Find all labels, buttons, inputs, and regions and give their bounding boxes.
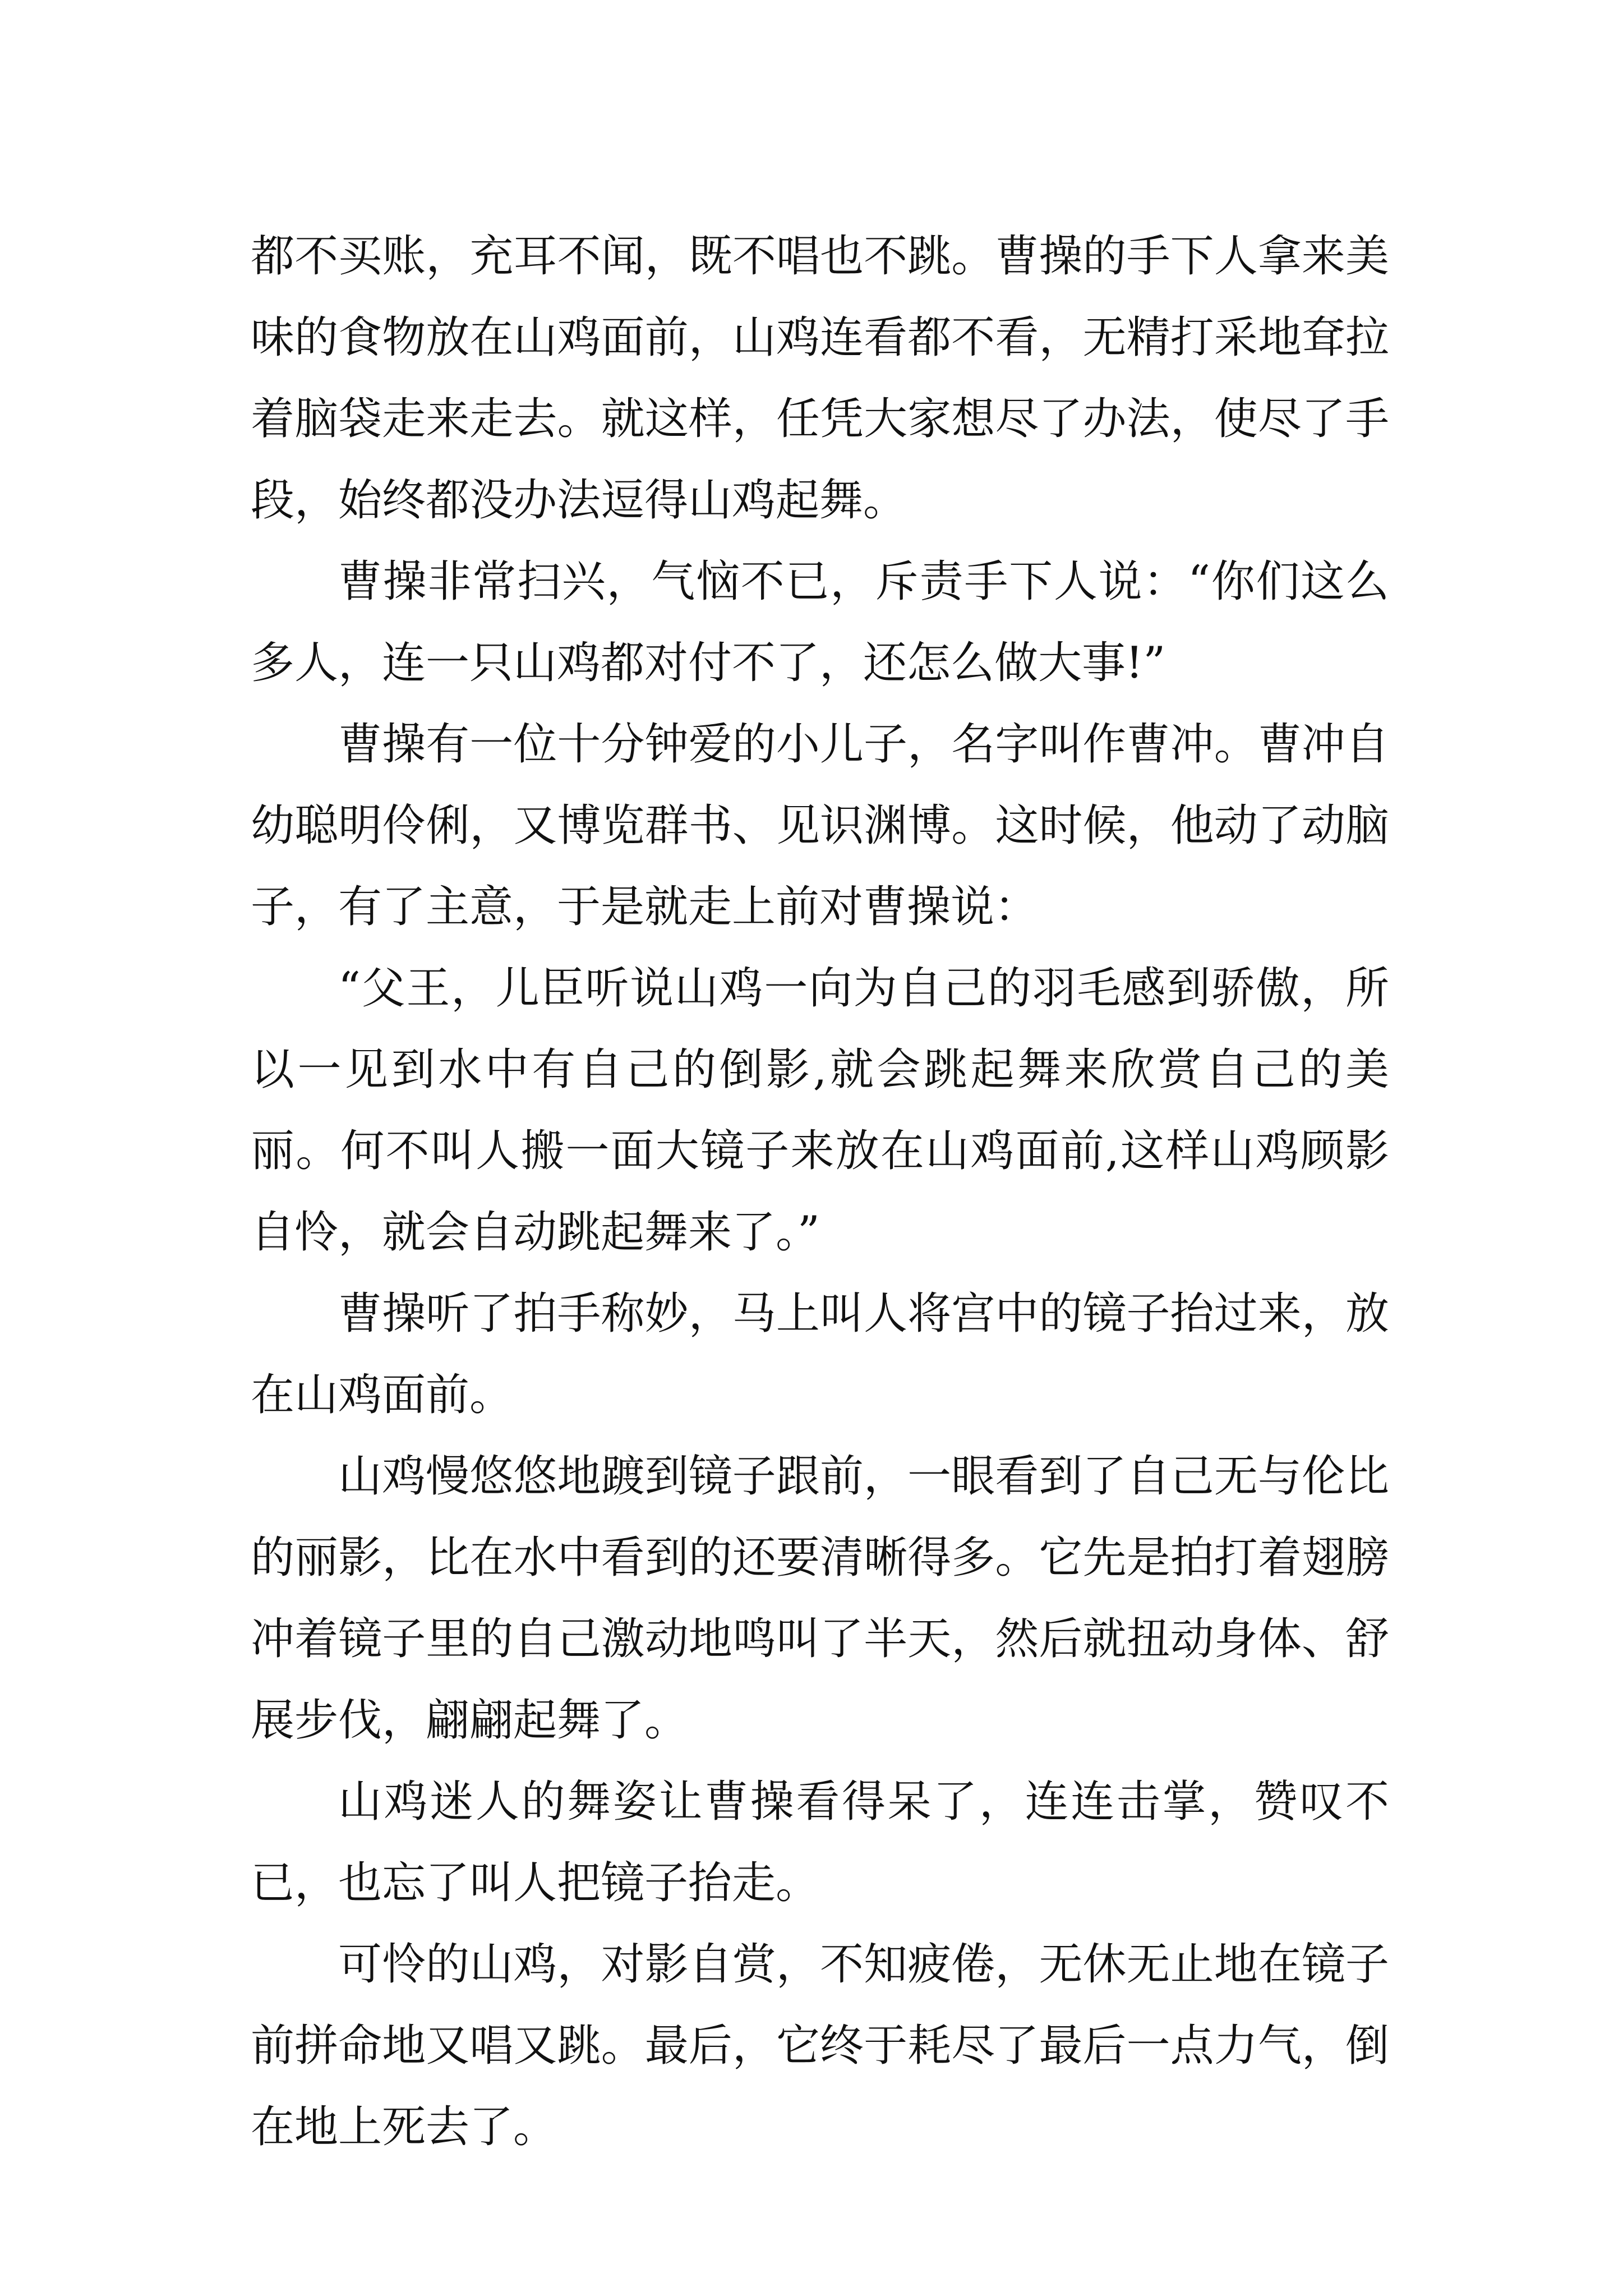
- paragraph-1: 都不买账，充耳不闻，既不唱也不跳。曹操的手下人拿来美味的食物放在山鸡面前，山鸡连看都不看，无精打采地耷拉着脑袋走来走去。就这样，任凭大家想尽了办法，使尽了手段，始终都没办法逗得山鸡起舞。: [251, 231, 1389, 526]
- paragraph-8: 可怜的山鸡，对影自赏，不知疲倦，无休无止地在镜子前拼命地又唱又跳。最后，它终于耗尽了最后一点力气，倒在地上死去了。: [251, 1939, 1389, 2152]
- paragraph-4: “父王，儿臣听说山鸡一向为自己的羽毛感到骄傲，所以一见到水中有自己的倒影,就会跳起舞来欣赏自己的美丽。何不叫人搬一面大镜子来放在山鸡面前,这样山鸡顾影自怜，就会自动跳起舞来了。”: [251, 963, 1389, 1258]
- paragraph-7: 山鸡迷人的舞姿让曹操看得呆了，连连击掌，赞叹不已，也忘了叫人把镜子抬走。: [251, 1777, 1389, 1908]
- paragraph-2: 曹操非常扫兴，气恼不已，斥责手下人说：“你们这么多人，连一只山鸡都对付不了，还怎么做大事!”: [251, 556, 1389, 688]
- paragraph-6: 山鸡慢悠悠地踱到镜子跟前，一眼看到了自己无与伦比的丽影，比在水中看到的还要清晰得多。它先是拍打着翅膀冲着镜子里的自己激动地鸣叫了半天，然后就扭动身体、舒展步伐，翩翩起舞了。: [251, 1451, 1389, 1746]
- story-text: [251, 216, 1389, 2168]
- paragraph-5: 曹操听了拍手称妙，马上叫人将宫中的镜子抬过来，放在山鸡面前。: [251, 1289, 1389, 1420]
- paragraph-3: 曹操有一位十分钟爱的小儿子，名字叫作曹冲。曹冲自幼聪明伶俐，又博览群书、见识渊博。这时候，他动了动脑子，有了主意，于是就走上前对曹操说：: [251, 719, 1389, 932]
